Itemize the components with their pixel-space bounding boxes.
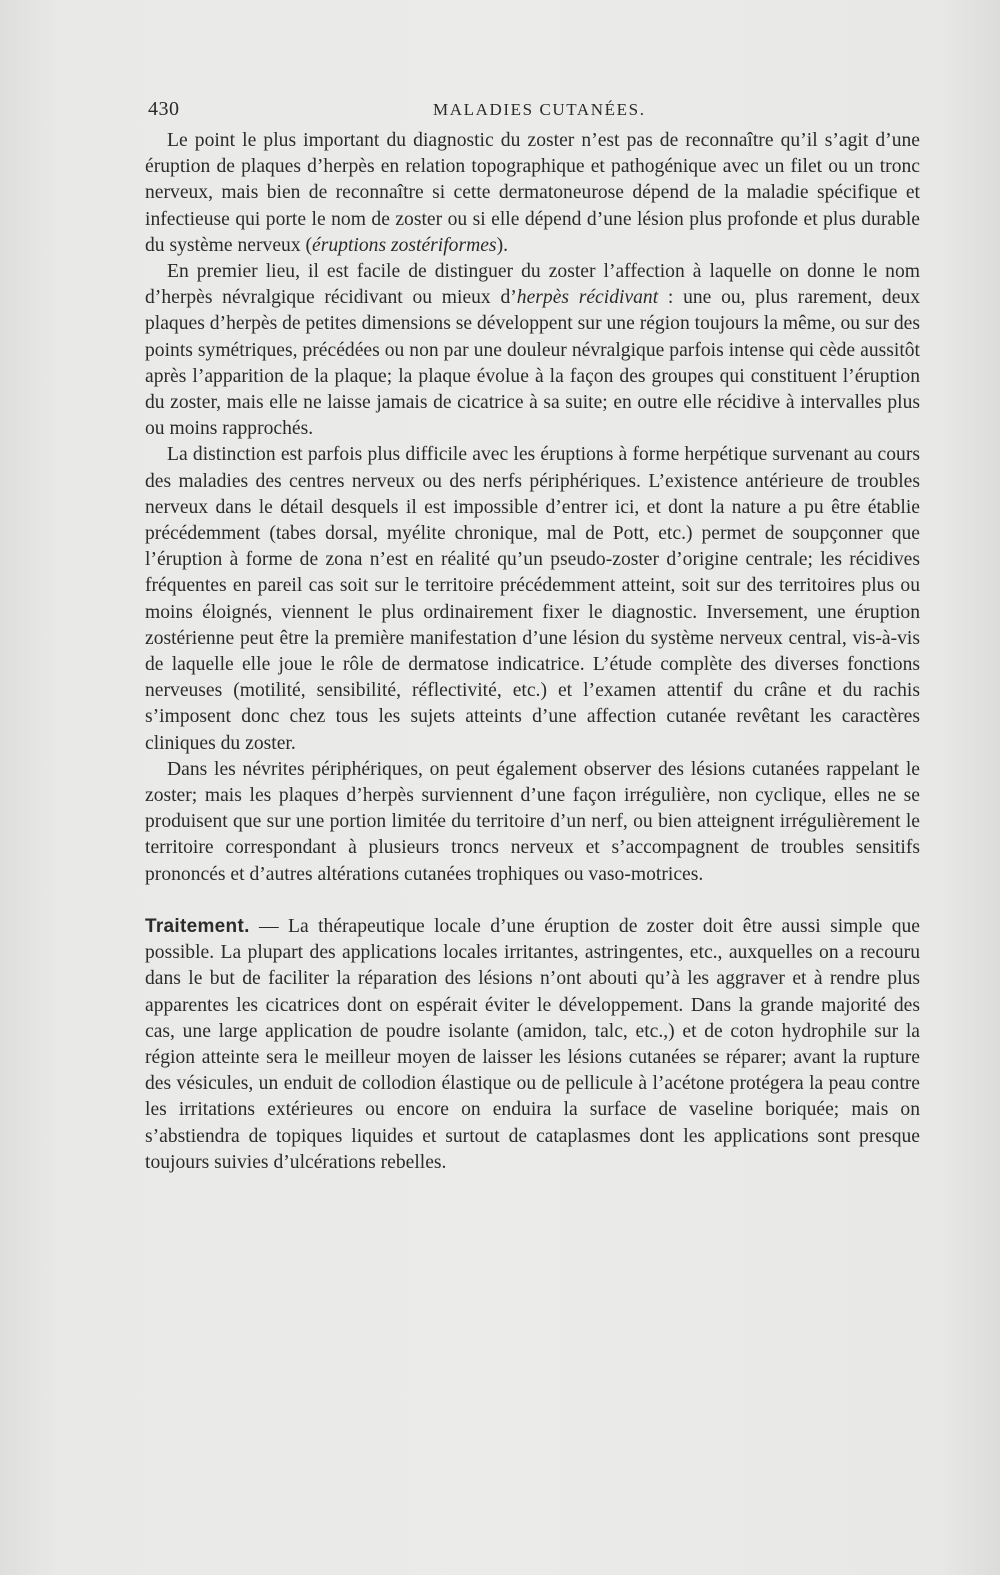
paragraph-herpes-recidivant-text: En premier lieu, il est facile de distinguer du zoster l’affection à laquelle on donne le nom d’herpès névralgique récidivant ou mieux d’ xyxy=(145,261,920,309)
paragraph-peripheral-neuritis: Dans les névrites périphériques, on peut également observer des lésions cutanées rappelant le zoster; mais les plaques d’herpès surviennent d’une façon irrégulière, non cyclique, elles ne se produisent que sur une portion limitée du territoire d’un nerf, ou bien atteignent irrégulièrement le territoire correspondant à plusieurs troncs nerveux et s’accompagnent de troubles sensitifs prononcés et d’autres altérations cutanées trophiques ou vaso-motrices. xyxy=(145,758,920,885)
paragraph-treatment-text: La thérapeutique locale d’une éruption de zoster doit être aussi simple que possible. La plupart des applications locales irritantes, astringentes, etc., auxquelles on a recouru dans le but de faciliter la réparation des lésions n’ont abouti qu’à les aggraver et à rendre plus apparentes les cicatrices dont on espérait éviter le développement. Dans la grande majorité des cas, une large application de poudre isolante (amidon, talc, etc.,) et de coton hydrophile sur la région atteinte sera le meilleur moyen de laisser les lésions cutanées se réparer; avant la rupture des vésicules, un enduit de collodion élastique ou de pellicule à l’acétone protégera la peau contre les irritations extérieures ou encore on enduira la surface de vaseline boriquée; mais on s’abstiendra de topiques liquides et surtout de cataplasmes dont les applications sont presque toujours suivies d’ulcérations rebelles. xyxy=(145,915,920,1173)
running-title: MALADIES CUTANÉES. xyxy=(433,100,646,119)
section-heading-treatment: Traitement. xyxy=(145,915,250,937)
paragraph-herpes-recidivant xyxy=(145,259,920,442)
paragraph-herpes-recidivant-end: : une ou, plus rarement, deux plaques d’herpès de petites dimensions se développent sur une région toujours la même, ou sur des points symétriques, précédées ou non par une douleur névralgique parfois intense qui cède aussitôt après l’apparition de la plaque; la plaque évolue à la façon des groupes qui constituent l’éruption du zoster, mais elle ne laisse jamais de cicatrice à sa suite; en outre elle récidive à intervalles plus ou moins rapprochés. xyxy=(145,287,921,440)
paragraph-treatment xyxy=(145,914,920,1176)
paragraph-diagnosis-end: ). xyxy=(496,234,508,256)
body-text xyxy=(145,128,920,1176)
italic-term-herpes-recidivant: herpès récidivant xyxy=(516,287,659,309)
page-header xyxy=(148,98,918,128)
heading-dash: — xyxy=(249,915,289,937)
paragraph-diagnosis xyxy=(145,128,920,259)
page-number: 430 xyxy=(148,98,180,120)
italic-term-eruptions-zosteriformes: éruptions zostériformes xyxy=(312,234,497,256)
paragraph-nervous-centers: La distinction est parfois plus difficile avec les éruptions à forme herpétique survenant au cours des maladies des centres nerveux ou des nerfs périphériques. L’existence antérieure de troubles nerveux dans le détail desquels il est impossible d’entrer ici, et dont la nature a pu être établie précédemment (tabes dorsal, myélite chronique, mal de Pott, etc.) permet de soupçonner que l’éruption à forme de zona n’est en réalité qu’un pseudo-zoster d’origine centrale; les récidives fréquentes en pareil cas soit sur le territoire précédemment atteint, soit sur des territoires plus ou moins éloignés, viennent le plus ordinairement fixer le diagnostic. Inversement, une éruption zostérienne peut être la première manifestation d’une lésion du système nerveux central, vis-à-vis de laquelle elle joue le rôle de dermatose indicatrice. L’étude complète des diverses fonctions nerveuses (motilité, sensibilité, réflectivité, etc.) et l’examen attentif du crâne et du rachis s’imposent donc chez tous les sujets atteints d’une affection cutanée revêtant les caractères cliniques du zoster. xyxy=(145,444,920,754)
paragraph-diagnosis-text: Le point le plus important du diagnostic du zoster n’est pas de reconnaître qu’il s’agit d’une éruption de plaques d’herpès en relation topographique et pathogénique avec un filet ou un tronc nerveux, mais bien de reconnaître si cette dermatoneurose dépend de la maladie spécifique et infectieuse qui porte le nom de zoster ou si elle dépend d’une lésion plus profonde et plus durable du système nerveux ( xyxy=(145,130,920,256)
